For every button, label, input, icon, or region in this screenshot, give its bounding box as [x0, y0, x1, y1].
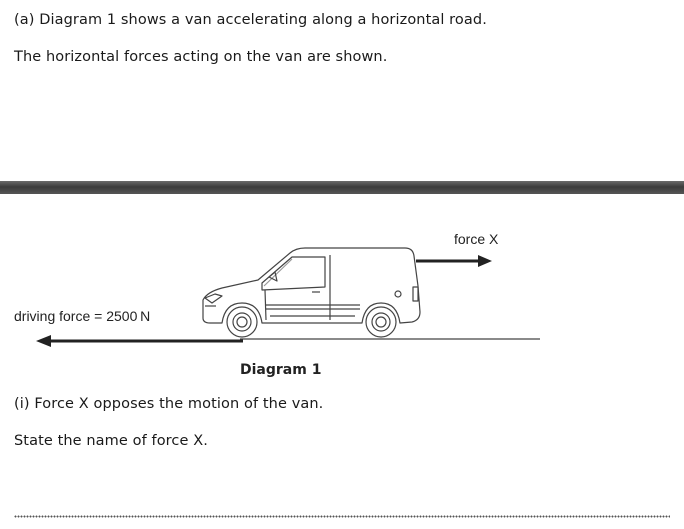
- answer-line[interactable]: [14, 515, 670, 518]
- diagram-caption: Diagram 1: [240, 362, 322, 378]
- van-diagram: [0, 195, 684, 355]
- part-a-intro: (a) Diagram 1 shows a van accelerating along a horizontal road.: [14, 12, 487, 28]
- driving-force-label: driving force = 2500 N: [14, 308, 151, 324]
- force-x-label: force X: [454, 231, 499, 247]
- section-divider-bar: [0, 181, 684, 194]
- forces-description: The horizontal forces acting on the van are shown.: [14, 49, 388, 65]
- van-icon: [203, 248, 420, 337]
- force-x-arrow: [416, 255, 492, 267]
- driving-force-arrow: [36, 335, 243, 347]
- question-instruction: State the name of force X.: [14, 433, 208, 449]
- part-i-statement: (i) Force X opposes the motion of the van.: [14, 396, 324, 412]
